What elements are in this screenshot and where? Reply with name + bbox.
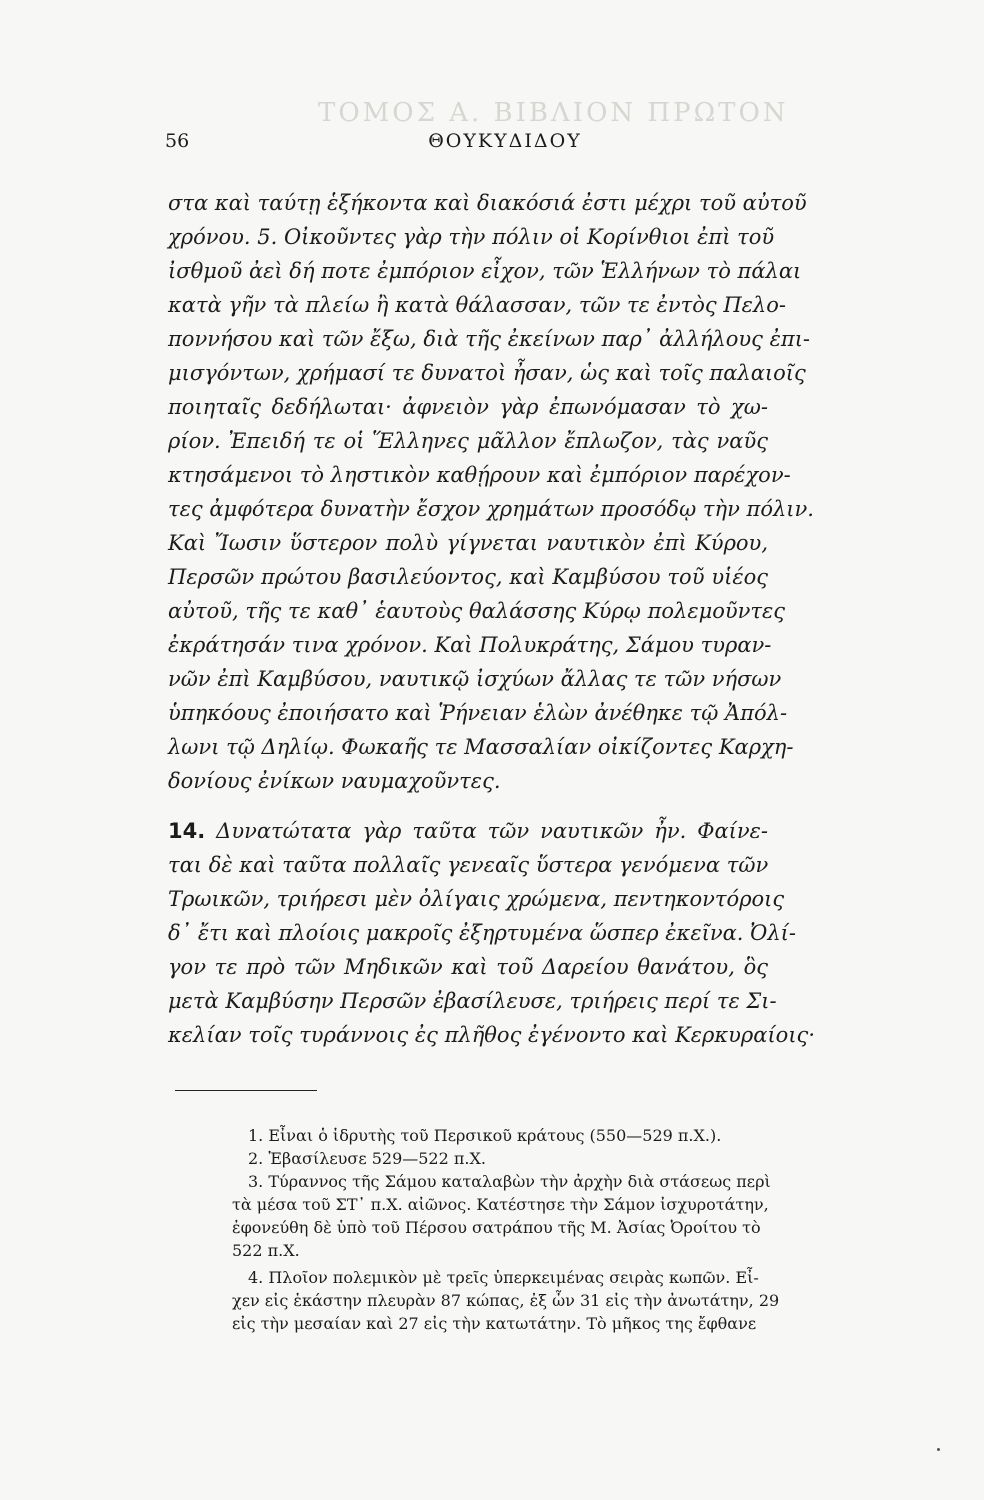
footnote-line: τὰ μέσα τοῦ ΣΤ᾽ π.Χ. αἰῶνος. Κατέστησε τὴν Σάμον ἰσχυροτάτην, xyxy=(232,1195,769,1214)
footnote-line: 1. Εἶναι ὁ ἱδρυτὴς τοῦ Περσικοῦ κράτους (550—529 π.Χ.). xyxy=(248,1126,722,1145)
text-line: στα καὶ ταύτῃ ἑξήκοντα καὶ διακόσιά ἐστι μέχρι τοῦ αὐτοῦ xyxy=(168,191,807,215)
text-line: μετὰ Καμβύσην Περσῶν ἐβασίλευσε, τριήρεις περί τε Σι- xyxy=(168,989,777,1013)
text-line: τες ἀμφότερα δυνατὴν ἔσχον χρημάτων προσόδῳ τὴν πόλιν. xyxy=(168,497,814,521)
text-line: ται δὲ καὶ ταῦτα πολλαῖς γενεαῖς ὕστερα γενόμενα τῶν xyxy=(168,853,769,877)
scan-speck xyxy=(937,1448,940,1451)
section-first-line-text: Δυνατώτατα γὰρ ταῦτα τῶν ναυτικῶν ἦν. Φαίνε- xyxy=(216,819,768,843)
section-number: 14. xyxy=(168,819,206,843)
text-line: ἰσθμοῦ ἀεὶ δή ποτε ἐμπόριον εἶχον, τῶν Ἑλλήνων τὸ πάλαι xyxy=(168,259,802,283)
text-line: ρίον. Ἐπειδή τε οἱ Ἕλληνες μᾶλλον ἔπλωζον, τὰς ναῦς xyxy=(168,429,768,453)
text-line: Καὶ Ἴωσιν ὕστερον πολὺ γίγνεται ναυτικὸν ἐπὶ Κύρου, xyxy=(168,531,768,555)
bleed-through-text: ΤΟΜΟΣ Α. ΒΙΒΛΙΟΝ ΠΡΩΤΟΝ xyxy=(318,98,789,128)
footnote-line: 4. Πλοῖον πολεμικὸν μὲ τρεῖς ὑπερκειμένας σειρὰς κωπῶν. Εἶ- xyxy=(248,1268,759,1287)
text-line: δονίους ἐνίκων ναυμαχοῦντες. xyxy=(168,769,501,793)
footnote-line: 522 π.Χ. xyxy=(232,1241,300,1260)
footnote-line: 3. Τύραννος τῆς Σάμου καταλαβὼν τὴν ἀρχὴν διὰ στάσεως περὶ xyxy=(248,1172,771,1191)
page-number: 56 xyxy=(165,130,190,152)
text-line: μισγόντων, χρήμασί τε δυνατοὶ ἦσαν, ὡς καὶ τοῖς παλαιοῖς xyxy=(168,361,806,385)
text-line: ὑπηκόους ἐποιήσατο καὶ Ῥήνειαν ἑλὼν ἀνέθηκε τῷ Ἀπόλ- xyxy=(168,701,788,725)
text-line: κατὰ γῆν τὰ πλείω ἢ κατὰ θάλασσαν, τῶν τε ἐντὸς Πελο- xyxy=(168,293,786,317)
text-line: λωνι τῷ Δηλίῳ. Φωκαῆς τε Μασσαλίαν οἰκίζοντες Καρχη- xyxy=(168,735,794,759)
page-header xyxy=(165,130,795,160)
footnote-line: ἐφονεύθη δὲ ὑπὸ τοῦ Πέρσου σατράπου τῆς Μ. Ἀσίας Ὀροίτου τὸ xyxy=(232,1218,761,1237)
text-line: ποιηταῖς δεδήλωται· ἀφνειὸν γὰρ ἐπωνόμασαν τὸ χω- xyxy=(168,395,768,419)
running-title: ΘΟΥΚΥΔΙΔΟΥ xyxy=(428,130,582,152)
footnote-line: εἰς τὴν μεσαίαν καὶ 27 εἰς τὴν κατωτάτην. Τὸ μῆκος της ἔφθανε xyxy=(232,1314,757,1333)
text-line: χρόνου. 5. Οἰκοῦντες γὰρ τὴν πόλιν οἱ Κορίνθιοι ἐπὶ τοῦ xyxy=(168,225,775,249)
text-line: γον τε πρὸ τῶν Μηδικῶν καὶ τοῦ Δαρείου θανάτου, ὃς xyxy=(168,955,768,979)
text-line: ἐκράτησάν τινα χρόνον. Καὶ Πολυκράτης, Σάμου τυραν- xyxy=(168,633,772,657)
footnote-line: 2. Ἐβασίλευσε 529—522 π.Χ. xyxy=(248,1149,486,1168)
text-line: νῶν ἐπὶ Καμβύσου, ναυτικῷ ἰσχύων ἄλλας τε τῶν νήσων xyxy=(168,667,782,691)
text-line: κελίαν τοῖς τυράννοις ἐς πλῆθος ἐγένοντο καὶ Κερκυραίοις· xyxy=(168,1023,815,1047)
text-line: αὐτοῦ, τῆς τε καθ᾽ ἑαυτοὺς θαλάσσης Κύρῳ πολεμοῦντες xyxy=(168,599,786,623)
text-line: Τρωικῶν, τριήρεσι μὲν ὀλίγαις χρώμενα, πεντηκοντόροις xyxy=(168,887,785,911)
footnote-separator xyxy=(175,1090,317,1091)
text-line: ποννήσου καὶ τῶν ἔξω, διὰ τῆς ἐκείνων παρ᾽ ἀλλήλους ἐπι- xyxy=(168,327,811,351)
footnote-line: χεν εἰς ἑκάστην πλευρὰν 87 κώπας, ἐξ ὧν 31 εἰς τὴν ἀνωτάτην, 29 xyxy=(232,1291,780,1310)
text-line: Περσῶν πρώτου βασιλεύοντος, καὶ Καμβύσου τοῦ υἱέος xyxy=(168,565,768,589)
text-line: κτησάμενοι τὸ ληστικὸν καθῄρουν καὶ ἐμπόριον παρέχον- xyxy=(168,463,791,487)
section-14-first-line xyxy=(168,816,768,846)
text-line: δ᾽ ἔτι καὶ πλοίοις μακροῖς ἐξηρτυμένα ὥσπερ ἐκεῖνα. Ὀλί- xyxy=(168,921,796,945)
